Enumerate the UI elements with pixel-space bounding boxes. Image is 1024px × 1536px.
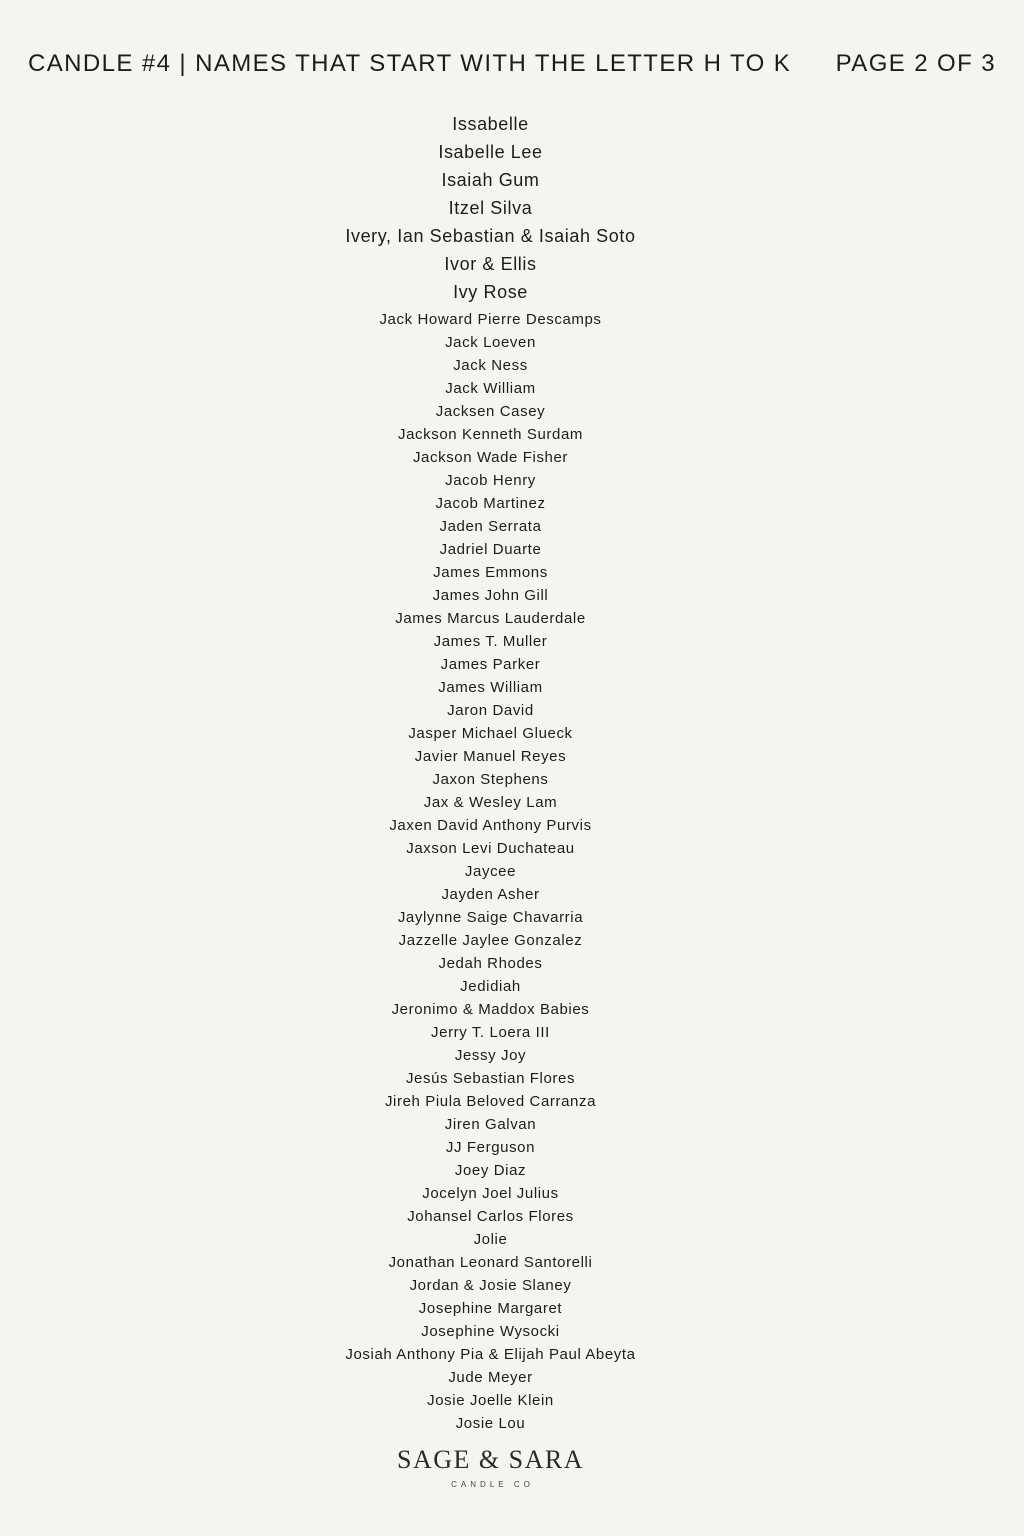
name-entry: Jazzelle Jaylee Gonzalez	[398, 932, 583, 949]
name-entry: Jessy Joy	[454, 1047, 527, 1064]
name-entry: Jaxen David Anthony Purvis	[389, 817, 592, 834]
name-entry: Jackson Kenneth Surdam	[398, 426, 583, 443]
name-entry: James T. Muller	[433, 633, 548, 650]
name-entry: Johansel Carlos Flores	[407, 1208, 574, 1225]
name-entry: Jordan & Josie Slaney	[409, 1277, 572, 1294]
page-header	[28, 48, 996, 80]
name-entry: Jaylynne Saige Chavarria	[397, 909, 584, 926]
name-entry: Jude Meyer	[448, 1369, 533, 1386]
name-entry: Javier Manuel Reyes	[414, 748, 567, 765]
name-entry: Jack Howard Pierre Descamps	[379, 311, 602, 328]
name-entry: Jadriel Duarte	[439, 541, 542, 558]
name-entry: Ivor & Ellis	[444, 254, 537, 274]
name-entry: Jax & Wesley Lam	[423, 794, 558, 811]
names-list	[0, 110, 981, 1435]
name-entry: Jedidiah	[460, 978, 521, 995]
name-entry: James Parker	[440, 656, 541, 673]
name-entry: Jayden Asher	[441, 886, 540, 903]
name-entry: Josephine Margaret	[418, 1300, 563, 1317]
name-entry: James John Gill	[432, 587, 549, 604]
name-entry: Jesús Sebastian Flores	[405, 1070, 576, 1087]
page-title: CANDLE #4 | NAMES THAT START WITH THE LETTER H TO K	[28, 50, 792, 77]
brand-logo	[0, 1444, 981, 1489]
name-entry: Jireh Piula Beloved Carranza	[384, 1093, 597, 1110]
name-entry: James Emmons	[433, 564, 548, 581]
name-entry: Jasper Michael Glueck	[408, 725, 573, 742]
name-entry: Jacksen Casey	[435, 403, 546, 420]
name-entry: Jack Ness	[453, 357, 528, 374]
name-entry: Jaron David	[447, 702, 534, 719]
name-entry: Jack William	[445, 380, 536, 397]
name-entry: Jocelyn Joel Julius	[422, 1185, 559, 1202]
name-entry: Isabelle Lee	[438, 142, 543, 162]
name-entry: Jedah Rhodes	[438, 955, 543, 972]
name-entry: Jiren Galvan	[444, 1116, 537, 1133]
name-entry: Itzel Silva	[448, 198, 533, 218]
page-number: PAGE 2 OF 3	[835, 50, 996, 77]
brand-name: SAGE & SARA	[397, 1445, 584, 1474]
name-entry: Ivy Rose	[453, 282, 528, 302]
name-entry: Jaxson Levi Duchateau	[406, 840, 575, 857]
name-entry: Jeronimo & Maddox Babies	[391, 1001, 590, 1018]
name-entry: Jaden Serrata	[439, 518, 542, 535]
brand-tagline: CANDLE CO	[451, 1480, 534, 1489]
name-entry: Josie Joelle Klein	[427, 1392, 554, 1409]
name-entry: Joey Diaz	[454, 1162, 527, 1179]
name-entry: Jaycee	[464, 863, 517, 880]
name-entry: James Marcus Lauderdale	[395, 610, 586, 627]
name-entry: Jack Loeven	[445, 334, 536, 351]
name-entry: Issabelle	[452, 114, 529, 134]
name-entry: Josiah Anthony Pia & Elijah Paul Abeyta	[345, 1346, 636, 1363]
name-entry: Jackson Wade Fisher	[412, 449, 569, 466]
name-entry: JJ Ferguson	[445, 1139, 536, 1156]
name-entry: Jolie	[473, 1231, 508, 1248]
name-entry: Jaxon Stephens	[432, 771, 549, 788]
name-entry: Jacob Martinez	[435, 495, 546, 512]
name-entry: Jerry T. Loera III	[431, 1024, 550, 1041]
name-entry: Jonathan Leonard Santorelli	[388, 1254, 593, 1271]
name-entry: James William	[438, 679, 543, 696]
name-entry: Josephine Wysocki	[421, 1323, 560, 1340]
name-entry: Josie Lou	[455, 1415, 526, 1432]
name-entry: Ivery, Ian Sebastian & Isaiah Soto	[345, 226, 636, 246]
name-entry: Isaiah Gum	[441, 170, 540, 190]
name-entry: Jacob Henry	[445, 472, 536, 489]
